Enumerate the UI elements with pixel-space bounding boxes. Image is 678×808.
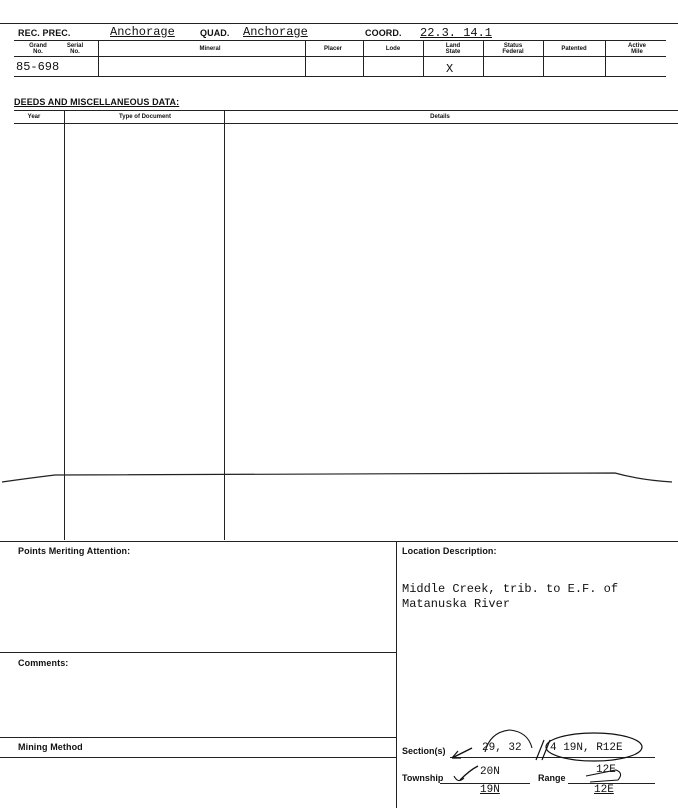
township-label: Township: [402, 773, 444, 783]
col-divider: [98, 40, 99, 76]
col-divider: [483, 40, 484, 76]
header-col-rule: [14, 56, 666, 57]
col-header-serial-no: Serial No.: [66, 43, 84, 55]
location-label: Location Description:: [402, 546, 497, 556]
township-value-upper: 20N: [480, 766, 500, 778]
township-value-lower: 19N: [480, 784, 500, 796]
land-state-value: X: [446, 62, 454, 76]
handwritten-marks: [440, 720, 678, 808]
header-bottom-rule: [14, 76, 666, 77]
quad-label: QUAD.: [200, 28, 230, 38]
points-rule: [0, 652, 396, 653]
section-rule: [0, 541, 678, 542]
lower-col-divider: [396, 541, 397, 808]
mining-method-label: Mining Method: [18, 742, 83, 752]
location-line-1: Middle Creek, trib. to E.F. of: [402, 582, 619, 596]
col-divider: [363, 40, 364, 76]
range-value-upper: 12E: [596, 764, 616, 776]
coord-value: 22.3. 14.1: [420, 26, 493, 40]
col-header-patented: Patented: [561, 46, 587, 52]
rec-prec-value: Anchorage: [110, 25, 175, 39]
col-divider: [543, 40, 544, 76]
quad-value: Anchorage: [243, 25, 308, 39]
comments-label: Comments:: [18, 658, 69, 668]
mining-rule: [0, 757, 396, 758]
grand-no-value: 85-698: [16, 60, 60, 74]
col-header-status-federal: Status Federal: [502, 43, 524, 55]
deeds-title: DEEDS AND MISCELLANEOUS DATA:: [14, 97, 180, 107]
deeds-divider-stroke: [0, 460, 678, 490]
deeds-col-type: Type of Document: [119, 114, 171, 120]
points-label: Points Meriting Attention:: [18, 546, 131, 556]
header-top-rule: [0, 23, 678, 24]
range-label: Range: [538, 773, 566, 783]
col-header-land-state: Land State: [445, 43, 461, 55]
section-label: Section(s): [402, 746, 446, 756]
header-row-rule: [14, 40, 666, 41]
col-header-grand-no: Grand No.: [29, 43, 47, 55]
col-header-mineral: Mineral: [199, 46, 221, 52]
col-divider: [305, 40, 306, 76]
col-divider: [605, 40, 606, 76]
location-line-2: Matanuska River: [402, 597, 511, 611]
coord-label: COORD.: [365, 28, 402, 38]
range-value-lower: 12E: [594, 784, 614, 796]
deeds-top-rule: [14, 110, 678, 111]
col-header-active-mile: Active Mile: [627, 43, 646, 55]
rec-prec-label: REC. PREC.: [18, 28, 71, 38]
col-divider: [423, 40, 424, 76]
col-header-lode: Lode: [385, 46, 401, 52]
col-header-placer: Placer: [323, 46, 342, 52]
section-circled-value: 4 19N, R12E: [550, 742, 623, 754]
deeds-col-year: Year: [27, 114, 41, 120]
comments-rule: [0, 737, 396, 738]
deeds-header-rule: [14, 123, 678, 124]
deeds-col-details: Details: [430, 114, 450, 120]
section-value: 29, 32: [482, 742, 522, 754]
